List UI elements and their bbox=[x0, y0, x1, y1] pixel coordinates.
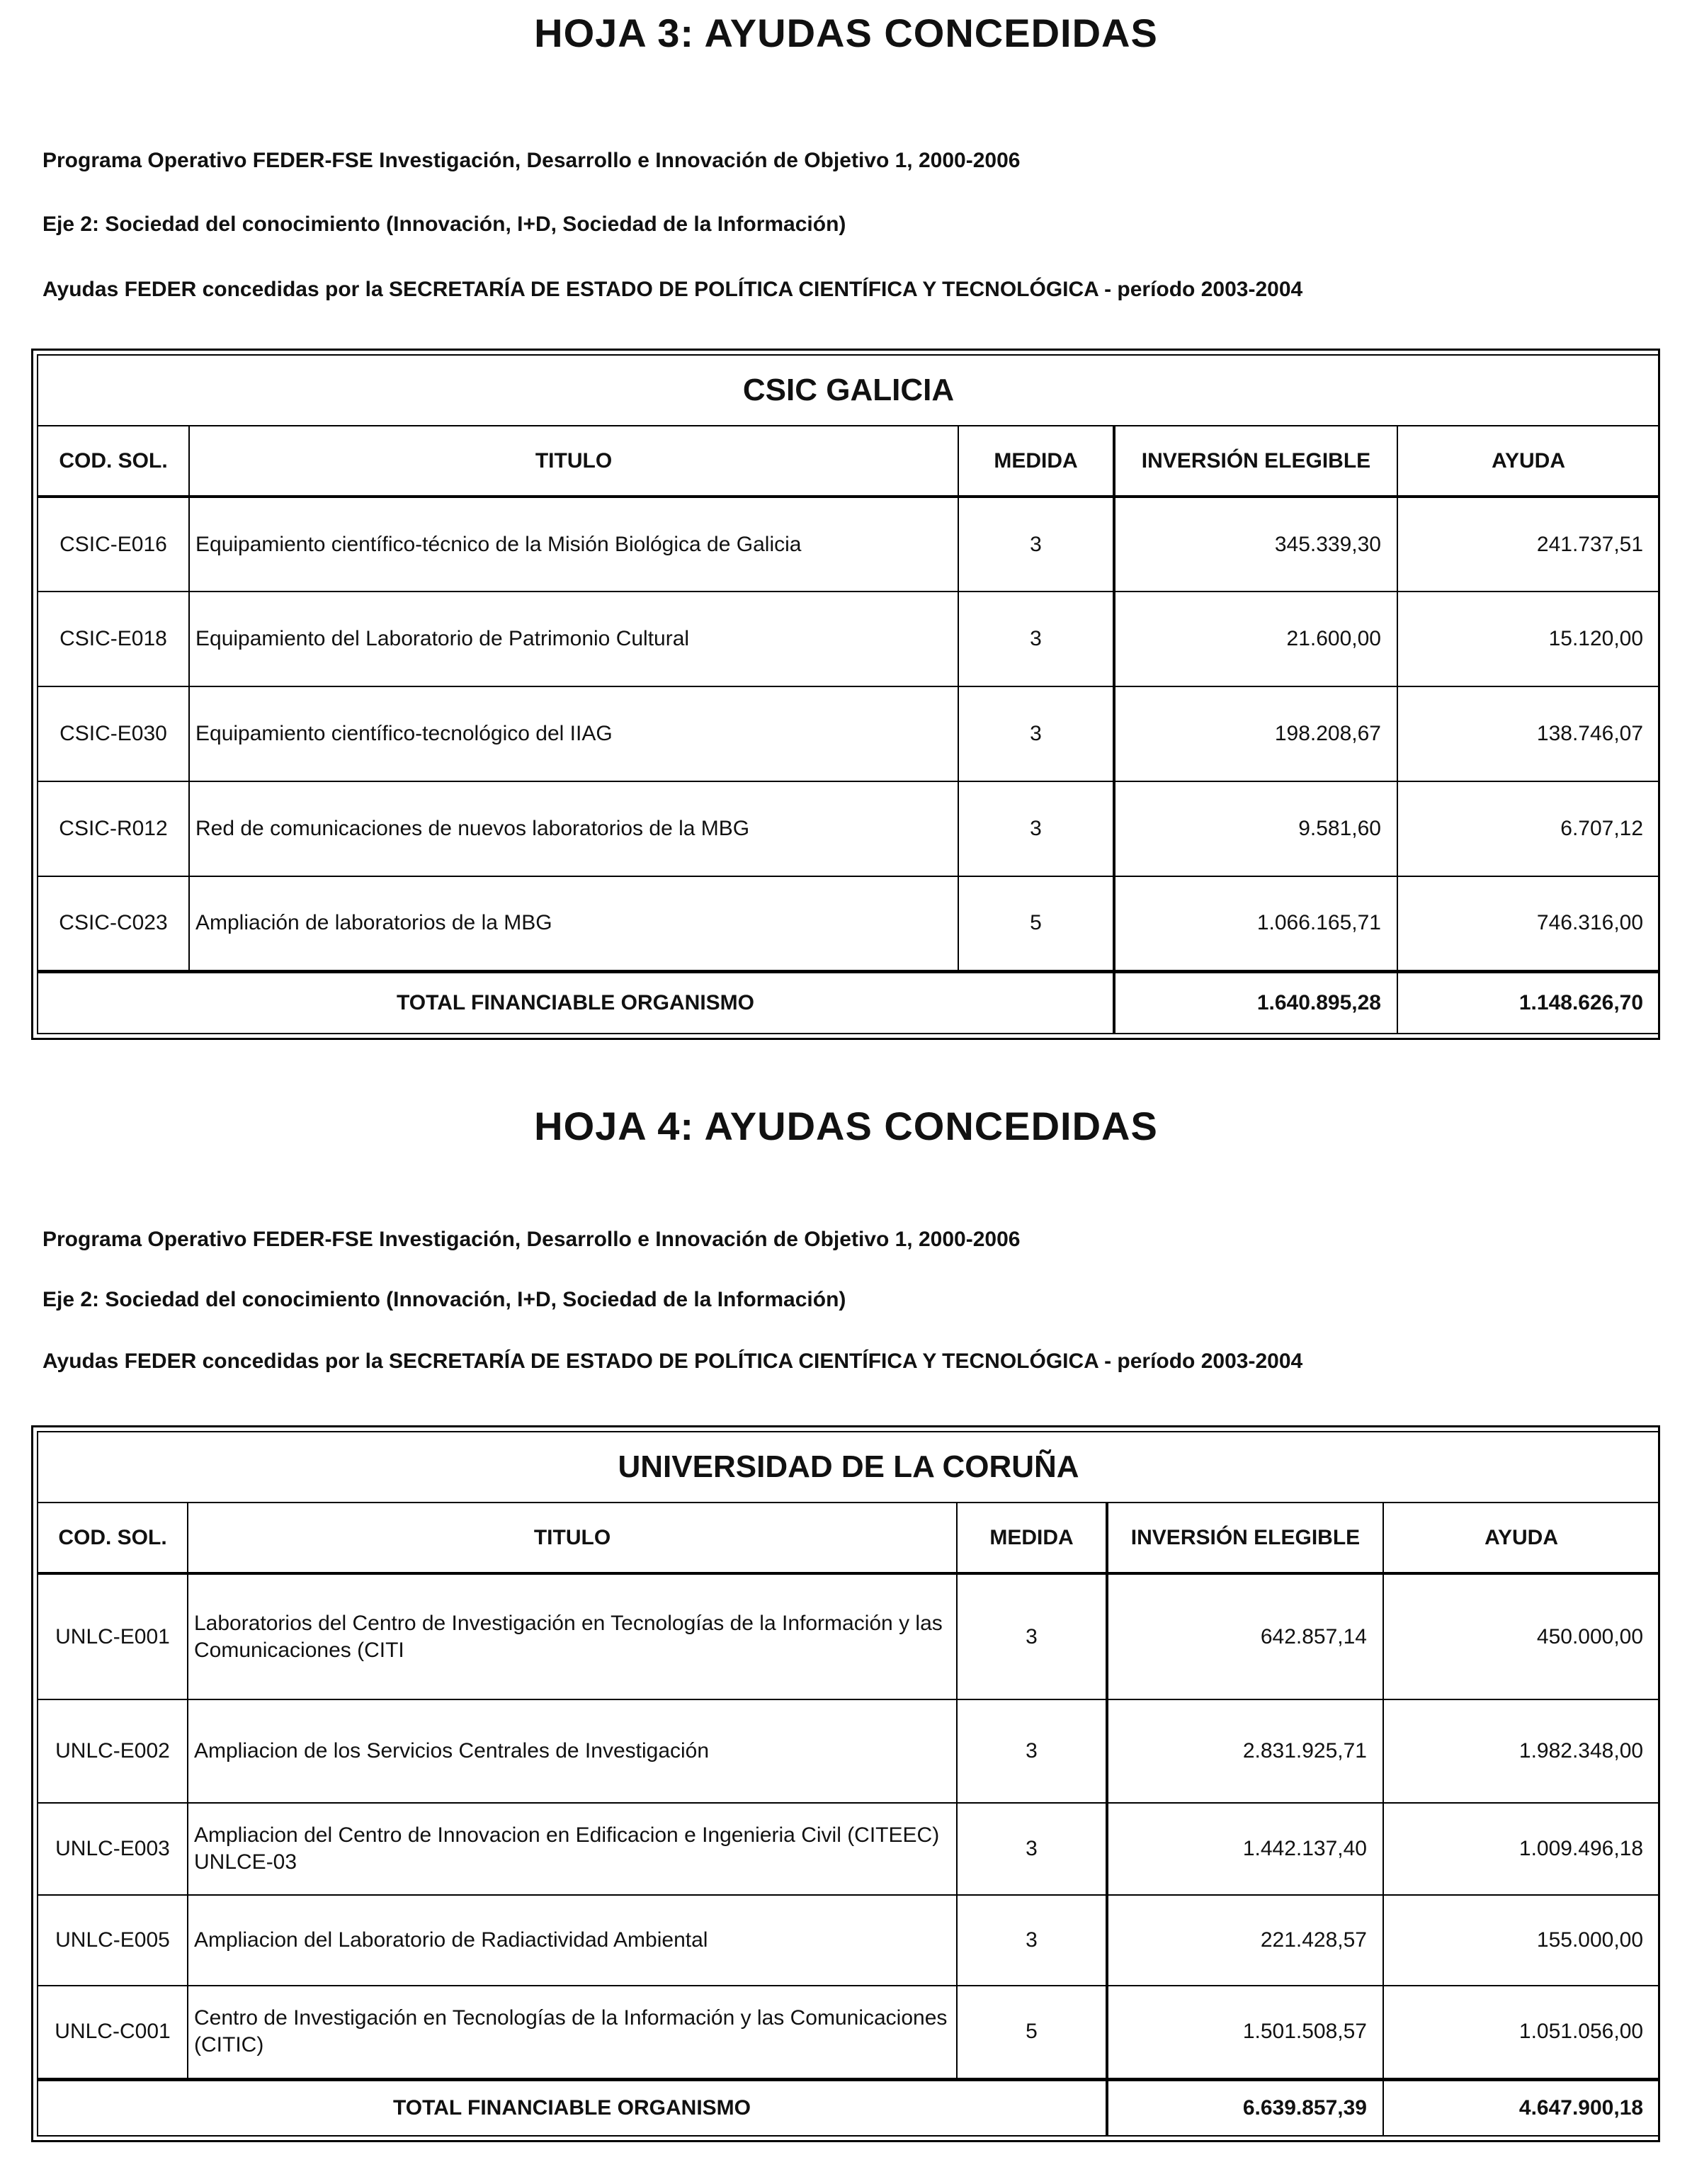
cell-medida: 5 bbox=[958, 876, 1114, 971]
table-row bbox=[38, 1573, 1659, 1699]
cell-ayuda: 15.120,00 bbox=[1397, 592, 1659, 686]
eje-line: Eje 2: Sociedad del conocimiento (Innovación, I+D, Sociedad de la Información) bbox=[42, 1288, 846, 1311]
cell-cod: CSIC-E018 bbox=[38, 592, 189, 686]
cell-inversion: 21.600,00 bbox=[1114, 592, 1397, 686]
total-inversion: 1.640.895,28 bbox=[1114, 971, 1397, 1034]
cell-titulo: Equipamiento científico-tecnológico del IIAG bbox=[189, 686, 958, 781]
col-header-inversion: INVERSIÓN ELEGIBLE bbox=[1114, 426, 1397, 497]
cell-ayuda: 450.000,00 bbox=[1383, 1573, 1659, 1699]
table-row bbox=[38, 781, 1659, 876]
table-row bbox=[38, 686, 1659, 781]
table-row bbox=[38, 497, 1659, 592]
cell-titulo: Ampliacion del Centro de Innovacion en Edificacion e Ingenieria Civil (CITEEC) UNLCE-03 bbox=[188, 1803, 957, 1895]
cell-ayuda: 241.737,51 bbox=[1397, 497, 1659, 592]
cell-inversion: 642.857,14 bbox=[1107, 1573, 1383, 1699]
cell-inversion: 1.442.137,40 bbox=[1107, 1803, 1383, 1895]
cell-medida: 3 bbox=[958, 497, 1114, 592]
table-row bbox=[38, 1895, 1659, 1986]
cell-ayuda: 6.707,12 bbox=[1397, 781, 1659, 876]
cell-ayuda: 746.316,00 bbox=[1397, 876, 1659, 971]
cell-medida: 3 bbox=[958, 592, 1114, 686]
cell-inversion: 198.208,67 bbox=[1114, 686, 1397, 781]
col-header-titulo: TITULO bbox=[188, 1503, 957, 1573]
grants-table-frame bbox=[31, 1425, 1660, 2142]
col-header-titulo: TITULO bbox=[189, 426, 958, 497]
eje-line: Eje 2: Sociedad del conocimiento (Innovación, I+D, Sociedad de la Información) bbox=[42, 213, 846, 236]
cell-inversion: 9.581,60 bbox=[1114, 781, 1397, 876]
col-header-medida: MEDIDA bbox=[957, 1503, 1107, 1573]
cell-medida: 3 bbox=[957, 1699, 1107, 1803]
grants-table-frame bbox=[31, 349, 1660, 1040]
col-header-inversion: INVERSIÓN ELEGIBLE bbox=[1107, 1503, 1383, 1573]
cell-ayuda: 1.982.348,00 bbox=[1383, 1699, 1659, 1803]
cell-medida: 5 bbox=[957, 1986, 1107, 2079]
ayudas-line: Ayudas FEDER concedidas por la SECRETARÍA DE ESTADO DE POLÍTICA CIENTÍFICA Y TECNOLÓGICA - período 2003-2004 bbox=[42, 1350, 1303, 1373]
cell-medida: 3 bbox=[957, 1573, 1107, 1699]
col-header-cod: COD. SOL. bbox=[38, 426, 189, 497]
total-ayuda: 1.148.626,70 bbox=[1397, 971, 1659, 1034]
cell-titulo: Red de comunicaciones de nuevos laboratorios de la MBG bbox=[189, 781, 958, 876]
cell-cod: UNLC-E005 bbox=[38, 1895, 188, 1986]
programa-line: Programa Operativo FEDER-FSE Investigación, Desarrollo e Innovación de Objetivo 1, 2000-2006 bbox=[42, 149, 1021, 172]
organism-title: CSIC GALICIA bbox=[38, 355, 1659, 426]
cell-cod: CSIC-E030 bbox=[38, 686, 189, 781]
table-header-row bbox=[38, 426, 1659, 497]
grants-table bbox=[37, 1431, 1660, 2137]
cell-inversion: 2.831.925,71 bbox=[1107, 1699, 1383, 1803]
cell-titulo: Centro de Investigación en Tecnologías de la Información y las Comunicaciones (CITIC) bbox=[188, 1986, 957, 2079]
total-row bbox=[38, 2079, 1659, 2136]
cell-medida: 3 bbox=[958, 686, 1114, 781]
total-ayuda: 4.647.900,18 bbox=[1383, 2079, 1659, 2136]
cell-ayuda: 1.009.496,18 bbox=[1383, 1803, 1659, 1895]
total-label: TOTAL FINANCIABLE ORGANISMO bbox=[38, 2079, 1107, 2136]
col-header-medida: MEDIDA bbox=[958, 426, 1114, 497]
organism-title: UNIVERSIDAD DE LA CORUÑA bbox=[38, 1432, 1659, 1503]
col-header-ayuda: AYUDA bbox=[1383, 1503, 1659, 1573]
sheet-heading: HOJA 4: AYUDAS CONCEDIDAS bbox=[534, 1104, 1158, 1148]
table-row bbox=[38, 1986, 1659, 2079]
table-row bbox=[38, 876, 1659, 971]
cell-medida: 3 bbox=[958, 781, 1114, 876]
cell-inversion: 221.428,57 bbox=[1107, 1895, 1383, 1986]
cell-medida: 3 bbox=[957, 1803, 1107, 1895]
table-row bbox=[38, 1803, 1659, 1895]
cell-titulo: Ampliacion del Laboratorio de Radiactividad Ambiental bbox=[188, 1895, 957, 1986]
table-row bbox=[38, 592, 1659, 686]
ayudas-line: Ayudas FEDER concedidas por la SECRETARÍA DE ESTADO DE POLÍTICA CIENTÍFICA Y TECNOLÓGICA - período 2003-2004 bbox=[42, 278, 1303, 301]
cell-cod: UNLC-E003 bbox=[38, 1803, 188, 1895]
cell-ayuda: 155.000,00 bbox=[1383, 1895, 1659, 1986]
cell-titulo: Ampliacion de los Servicios Centrales de Investigación bbox=[188, 1699, 957, 1803]
cell-titulo: Equipamiento del Laboratorio de Patrimonio Cultural bbox=[189, 592, 958, 686]
total-inversion: 6.639.857,39 bbox=[1107, 2079, 1383, 2136]
cell-ayuda: 138.746,07 bbox=[1397, 686, 1659, 781]
col-header-ayuda: AYUDA bbox=[1397, 426, 1659, 497]
cell-medida: 3 bbox=[957, 1895, 1107, 1986]
cell-cod: UNLC-E001 bbox=[38, 1573, 188, 1699]
cell-cod: CSIC-R012 bbox=[38, 781, 189, 876]
total-label: TOTAL FINANCIABLE ORGANISMO bbox=[38, 971, 1114, 1034]
table-header-row bbox=[38, 1503, 1659, 1573]
cell-cod: UNLC-C001 bbox=[38, 1986, 188, 2079]
sheet-heading: HOJA 3: AYUDAS CONCEDIDAS bbox=[534, 11, 1158, 55]
cell-titulo: Laboratorios del Centro de Investigación en Tecnologías de la Información y las Comunicaciones (CITI bbox=[188, 1573, 957, 1699]
cell-ayuda: 1.051.056,00 bbox=[1383, 1986, 1659, 2079]
cell-cod: CSIC-C023 bbox=[38, 876, 189, 971]
cell-inversion: 1.501.508,57 bbox=[1107, 1986, 1383, 2079]
grants-table bbox=[37, 354, 1660, 1034]
cell-inversion: 345.339,30 bbox=[1114, 497, 1397, 592]
cell-cod: CSIC-E016 bbox=[38, 497, 189, 592]
cell-cod: UNLC-E002 bbox=[38, 1699, 188, 1803]
total-row bbox=[38, 971, 1659, 1034]
programa-line: Programa Operativo FEDER-FSE Investigación, Desarrollo e Innovación de Objetivo 1, 2000-2006 bbox=[42, 1228, 1021, 1251]
cell-titulo: Equipamiento científico-técnico de la Misión Biológica de Galicia bbox=[189, 497, 958, 592]
col-header-cod: COD. SOL. bbox=[38, 1503, 188, 1573]
cell-inversion: 1.066.165,71 bbox=[1114, 876, 1397, 971]
cell-titulo: Ampliación de laboratorios de la MBG bbox=[189, 876, 958, 971]
table-row bbox=[38, 1699, 1659, 1803]
